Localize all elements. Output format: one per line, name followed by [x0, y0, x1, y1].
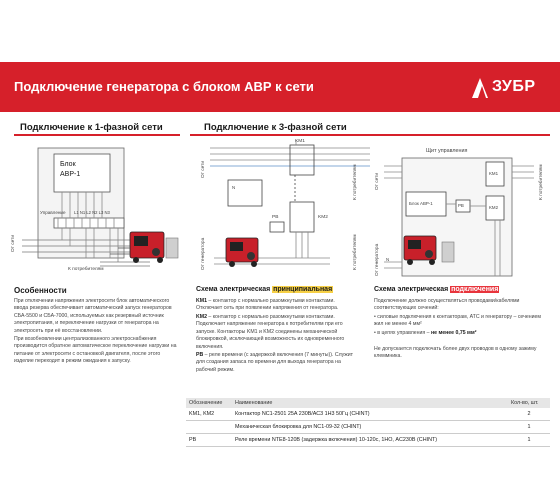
- principal-km1-text: – контактор с нормально разомкнутыми контактами. Отключает сеть при появлении напряжения от генератора.: [196, 298, 339, 312]
- block-label-1: Блок: [60, 161, 76, 168]
- connections-title: [374, 286, 499, 293]
- features-title: Особенности: [14, 286, 67, 295]
- block-label-2: АВР-1: [60, 171, 81, 178]
- connections-bullet-2-a: в цепях управления –: [377, 330, 431, 336]
- pb-label-2: PB: [272, 215, 279, 220]
- connections-bullet-1: • силовые подключения к контакторам, АТС и генератору – сечением жил не менее 4 мм²: [374, 314, 541, 328]
- cell-designation: PB: [186, 434, 232, 447]
- principal-pb-label: PB: [196, 352, 204, 358]
- cell-designation: [186, 421, 232, 434]
- connections-bullet-2: • в цепях управления – не менее 0,75 мм²: [374, 330, 477, 336]
- table-row: [186, 408, 550, 421]
- control-label: Управление: [40, 210, 66, 215]
- cell-qty: 2: [508, 408, 550, 421]
- km1-label-2: KM1: [295, 139, 305, 144]
- cell-qty: 1: [508, 434, 550, 447]
- km2-label-3: KM2: [489, 205, 499, 210]
- from-grid-label-2: От сети: [201, 160, 206, 178]
- panel-label: Щит управления: [426, 148, 468, 154]
- cell-designation: KM1, KM2: [186, 408, 232, 421]
- col-qty: Кол-во, шт.: [508, 398, 550, 408]
- n-label-2: N: [232, 185, 236, 190]
- section-title-1phase: Подключение к 1-фазной сети: [20, 122, 163, 133]
- principal-km1-label: KM1: [196, 298, 207, 304]
- pb-label-3: PB: [458, 203, 464, 208]
- table-row: [186, 434, 550, 447]
- principal-title: [196, 286, 333, 293]
- generator-2-icon: [226, 238, 258, 267]
- to-consumer-label-2: К потребителям: [353, 164, 358, 200]
- connections-title-b: подключения: [451, 286, 499, 293]
- cell-name: Контактор NC1-2501 25A 230В/АС3 1Н3 50Гц (CHINT): [232, 408, 508, 421]
- principal-pb-text: – реле времени (с задержкой включения (7 минуты)). Служит для создания запаса по времени для выхода генератора на рабочий режим.: [196, 352, 354, 373]
- col-name: Наименование: [232, 398, 508, 408]
- terminals-label: L1 N1 L2 N2 L3 N3: [74, 210, 110, 215]
- principal-km2: [196, 314, 362, 351]
- col-designation: Обозначение: [186, 398, 232, 408]
- features-paragraph-1: При отключении напряжения электросети блок автоматического ввода резерва обеспечивает автоматический запуск генераторов СБА-5500 и СБА-7000, используемых как резервный источник электропитания, и переключение нагрузки от генератора на электросеть при её восстановлении.: [14, 298, 172, 334]
- to-consumer-label-2b: К потребителям: [353, 234, 358, 270]
- principal-km2-label: KM2: [196, 314, 207, 320]
- connections-bullet-1-text: силовые подключения к контакторам, АТС и генератору – сечением жил не менее 4 мм²: [374, 314, 541, 328]
- spec-table-header: [186, 398, 550, 408]
- km1-label-3: KM1: [489, 171, 499, 176]
- generator-1-icon: [130, 232, 178, 263]
- cell-name: Механическая блокировка для NC1-09-32 (CHINT): [232, 421, 508, 434]
- page-title: Подключение генератора с блоком АВР к сети: [14, 79, 314, 94]
- brand-name: ЗУБР: [492, 78, 536, 95]
- from-grid-label-1: От сети: [11, 234, 16, 252]
- principal-km1: [196, 298, 362, 313]
- to-consumer-label-3: К потребителям: [539, 164, 544, 200]
- section-title-3phase: Подключение к 3-фазной сети: [204, 122, 347, 133]
- n-label-3: N: [386, 257, 390, 262]
- cell-name: Реле времени NTE8-120B (задержка включения) 10-120с, 1НО, AC230В (CHINT): [232, 434, 508, 447]
- from-gen-label-3: От генератора: [375, 243, 380, 276]
- from-grid-label-3: От сети: [375, 172, 380, 190]
- connections-bullet-2-b: не менее 0,75 мм²: [430, 330, 477, 336]
- features-paragraph-2: При возобновлении централизованного электроснабжения производится обратное автоматическое переключение нагрузки на питание от электросети с остановкой двигателя, после этого изделие переходит в режим ожидания к запуску.: [14, 336, 177, 365]
- connections-title-a: Схема электрическая: [374, 286, 451, 293]
- principal-pb: [196, 352, 362, 374]
- connections-note: Не допускается подключать более двух проводов в одному зажиму клеммника.: [374, 346, 537, 360]
- table-row: [186, 421, 550, 434]
- principal-title-b: принципиальная: [273, 286, 333, 293]
- principal-km2-text: – контактор с нормально разомкнутыми контактами. Подключает напряжение генератора к потребителям при его запуске. Контакторы KM1 и KM2 соединены механической блокировкой, исключающей возможность их одновременного включения.: [196, 314, 345, 350]
- to-consumer-label-1: К потребителям: [68, 267, 104, 272]
- cell-qty: 1: [508, 421, 550, 434]
- spec-table: [186, 398, 550, 447]
- principal-title-a: Схема электрическая: [196, 286, 273, 293]
- block-label-3: Блок АВР-1: [409, 201, 433, 206]
- connections-intro: Подключение должно осуществляться проводами/кабелями соответствующих сечений:: [374, 298, 520, 312]
- km2-label-2: KM2: [318, 215, 328, 220]
- from-gen-label-2: От генератора: [201, 237, 206, 270]
